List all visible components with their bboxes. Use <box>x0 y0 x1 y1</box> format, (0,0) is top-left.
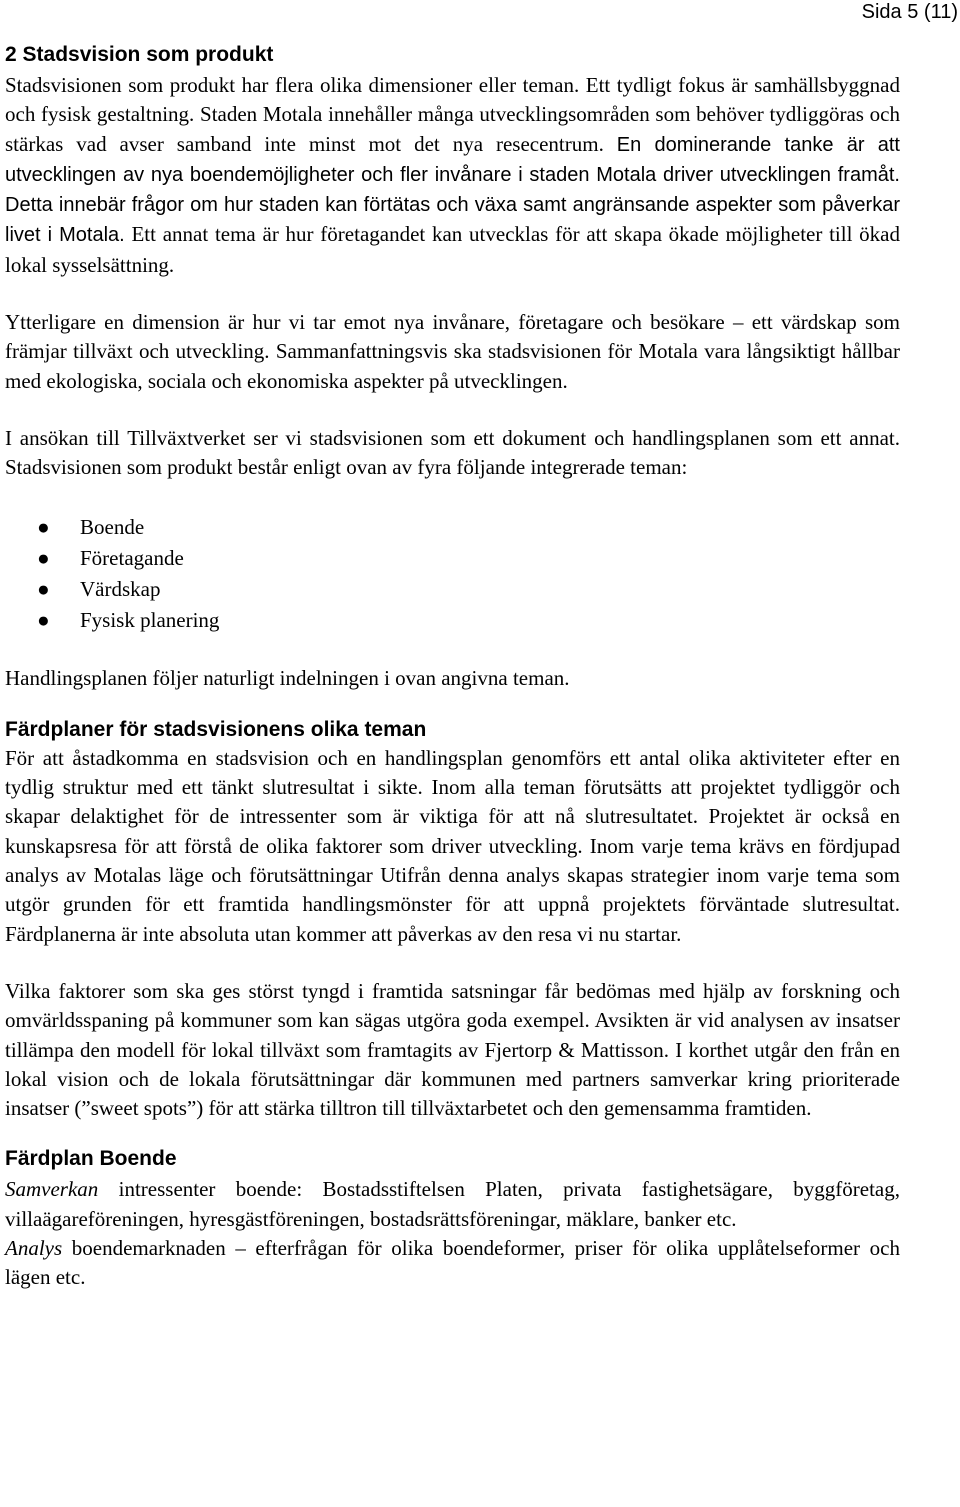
analys-label: Analys <box>5 1236 63 1261</box>
bullet-icon: ● <box>37 545 50 570</box>
samverkan-text: intressenter boende: Bostadsstiftelsen Platen, privata fastighetsägare, byggföretag, villaägareföreningen, hyresgästföreningen, bostadsrättsföreningar, mäklare, banker etc. <box>5 1177 900 1231</box>
intro-paragraph <box>5 71 900 280</box>
paragraph-4: Handlingsplanen följer naturligt indelningen i ovan angivna teman. <box>5 665 570 690</box>
paragraph-3: I ansökan till Tillväxtverket ser vi stadsvisionen som ett dokument och handlingsplanen som ett annat. Stadsvisionen som produkt består enligt ovan av fyra följande integrerade teman: <box>5 425 900 480</box>
analys-text: boendemarknaden – efterfrågan för olika boendeformer, priser för olika upplåtelseformer och lägen etc. <box>5 1236 900 1290</box>
intro-part-2: En dominerande tanke är att utvecklingen av nya boendemöjligheter och fler invånare i staden Motala driver utvecklingen framåt. <box>5 133 900 186</box>
list-item <box>5 543 900 574</box>
intro-part-4: Ett annat tema är hur företagandet kan utvecklas för att skapa ökade möjligheter till ökad lokal sysselsättning. <box>5 222 900 277</box>
samverkan-label: Samverkan <box>5 1177 99 1202</box>
theme-label: Värdskap <box>80 576 161 601</box>
theme-label: Fysisk planering <box>80 607 220 632</box>
themes-list <box>5 512 900 636</box>
faerdplaner-heading: Färdplaner för stadsvisionens olika teman <box>5 717 427 741</box>
analys-paragraph <box>5 1234 900 1293</box>
bullet-icon: ● <box>37 607 50 632</box>
faerdplaner-paragraph-2: Vilka faktorer som ska ges störst tyngd i framtida satsningar får bedömas med hjälp av forskning och omvärldsspaning på kommuner som kan sägas utgöra goda exempel. Avsikten är vid analysen av insatser tillämpa den modell för lokal tillväxt som framtagits av Fjertorp & Mattisson. I korthet utgår den från en lokal vision och de lokala förutsättningar där kommunen med partners samverkar kring prioriterade insatser (”sweet spots”) för att stärka tilltron till tillväxtarbetet och den gemensamma framtiden. <box>5 978 900 1121</box>
list-item <box>5 574 900 605</box>
list-item <box>5 605 900 636</box>
samverkan-paragraph <box>5 1175 900 1234</box>
paragraph-2: Ytterligare en dimension är hur vi tar emot nya invånare, företagare och besökare – ett värdskap som främjar tillväxt och utveckling. Sammanfattningsvis ska stadsvisionen för Motala vara långsiktigt hållbar med ekologiska, sociala och ekonomiska aspekter på utvecklingen. <box>5 310 900 393</box>
faerdplan-boende-heading: Färdplan Boende <box>5 1147 177 1171</box>
theme-label: Företagande <box>80 545 184 570</box>
faerdplaner-paragraph-1: För att åstadkomma en stadsvision och en handlingsplan genomförs ett antal olika aktiviteter efter en tydlig struktur med ett tänkt slutresultat i sikte. Inom alla teman förutsätts att projektet tydliggör och skapar delaktighet för de intressenter som är viktiga för att nå slutresultatet. Projektet är också en kunskapsresa för att förstå de olika faktorer som driver utveckling. Inom varje tema krävs en fördjupad analys av Motalas läge och förutsättningar Utifrån denna analys skapas strategier inom varje tema som utgör grunden för ett framtida handlingsmönster för att uppnå projektets förväntade slutresultat. Färdplanerna är inte absoluta utan kommer att påverkas av den resa vi nu startar. <box>5 745 900 946</box>
document-page <box>5 0 900 1293</box>
bullet-icon: ● <box>37 576 50 601</box>
bullet-icon: ● <box>37 514 50 539</box>
intro-part-3: Detta innebär frågor om hur staden kan förtätas och växa samt angränsande aspekter som påverkar livet i Motala. <box>5 194 900 247</box>
list-item <box>5 512 900 543</box>
intro-part-1: Stadsvisionen som produkt har flera olika dimensioner eller teman. Ett tydligt fokus är samhällsbyggnad och fysisk gestaltning. Staden Motala innehåller många utvecklingsområden som behöver tydliggöras och stärkas vad avser samband inte minst mot det nya resecentrum. <box>5 73 900 156</box>
theme-label: Boende <box>80 514 145 539</box>
page-number: Sida 5 (11) <box>861 1 958 23</box>
section-title: 2 Stadsvision som produkt <box>5 43 274 66</box>
